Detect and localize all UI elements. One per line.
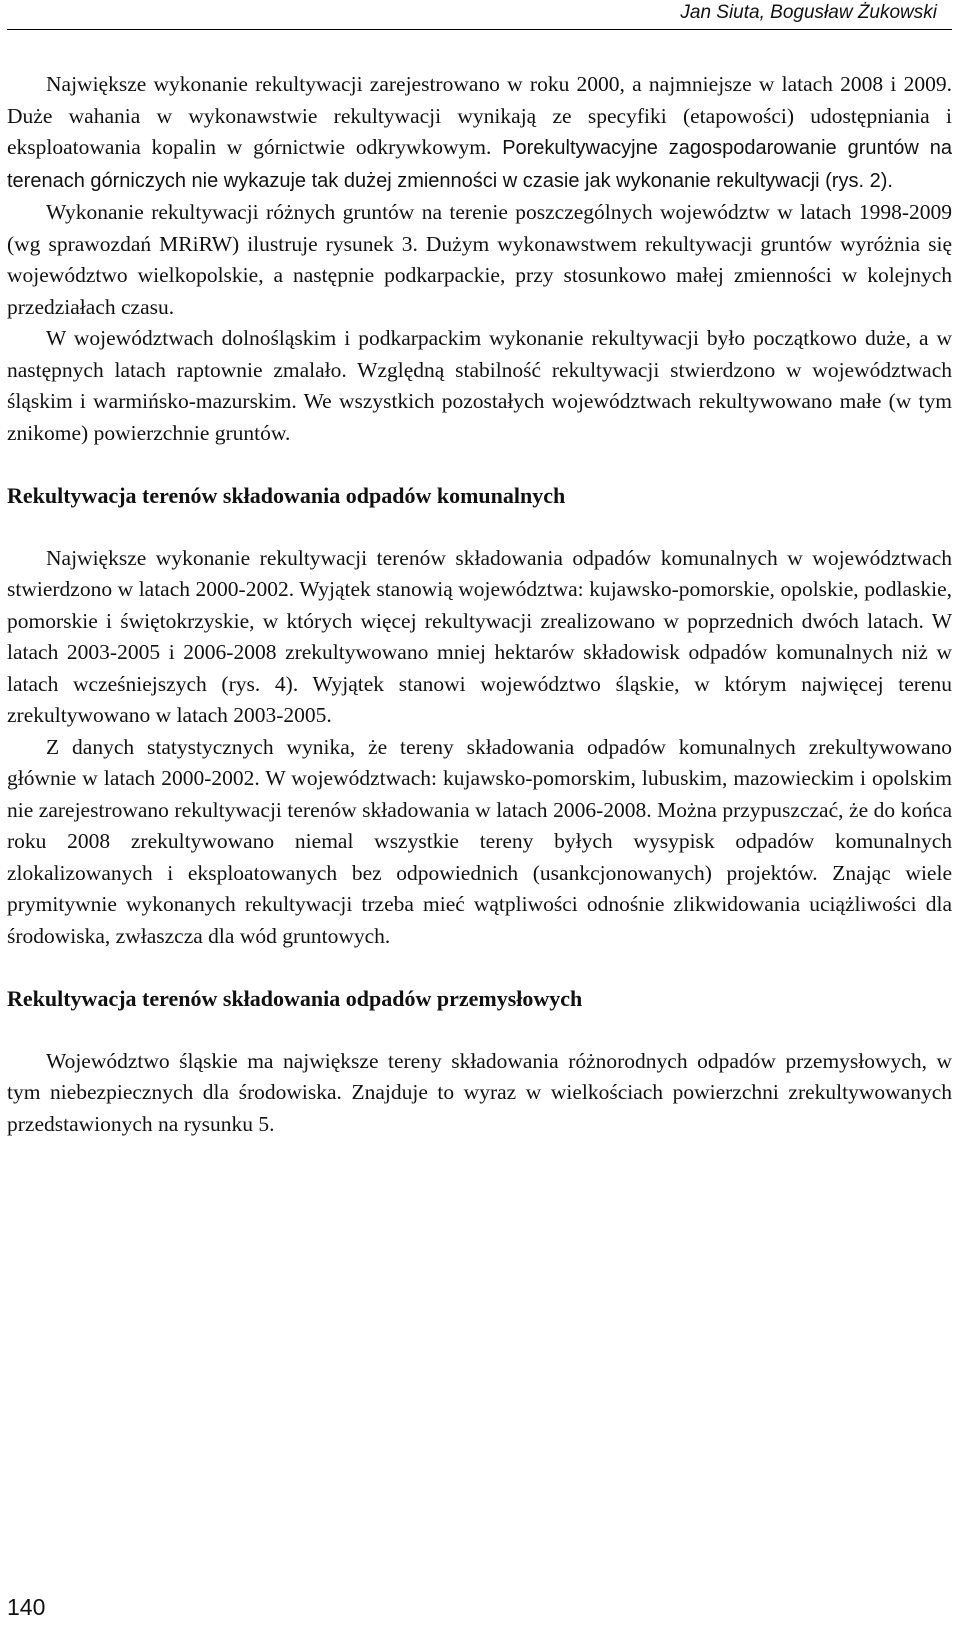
paragraph-intro-sans: Porekultywacyjne zagospodarowanie gruntów na terenach górniczych nie wykazuje tak dużej zmienności w czasie jak wykonanie rekultywacji (rys. 2). [7, 137, 953, 192]
page-number: 140 [7, 1594, 46, 1620]
spacer [7, 952, 952, 983]
running-header [0, 0, 960, 40]
heading-municipal-waste: Rekultywacja terenów składowania odpadów komunalnych [7, 483, 566, 508]
spacer [7, 1015, 952, 1046]
paragraph-stability: W województwach dolnośląskim i podkarpackim wykonanie rekultywacji było początkowo duże, a w następnych latach raptownie zmalało. Względną stabilność rekultywacji stwierdzono w województwach śląskim i warmińsko-mazurskim. We wszystkich pozostałych województwach rekultywowano małe (w tym znikome) powierzchnie gruntów. [7, 326, 952, 445]
spacer [7, 512, 952, 543]
spacer [7, 449, 952, 480]
paragraph-intro-serif: Największe wykonanie rekultywacji zarejestrowano w roku 2000, a najmniejsze w latach 2008 i 2009. Duże wahania w wykonawstwie rekultywacji wynikają ze specyfiki (etapowości) udostępniania i eksploatowania kopalin w górnictwie odkrywkowym. [7, 72, 952, 159]
paragraph-intro [7, 69, 952, 197]
header-rule [7, 29, 952, 30]
body-text [7, 69, 952, 1140]
heading-industrial-waste: Rekultywacja terenów składowania odpadów przemysłowych [7, 986, 583, 1011]
paragraph-voivodeships: Wykonanie rekultywacji różnych gruntów na terenie poszczególnych województw w latach 1998-2009 (wg sprawozdań MRiRW) ilustruje rysunek 3. Dużym wykonawstwem rekultywacji gruntów wyróżnia się województwo wielkopolskie, a następnie podkarpackie, przy stosunkowo małej zmienności w kolejnych przedziałach czasu. [7, 200, 952, 319]
paragraph-municipal-2: Z danych statystycznych wynika, że tereny składowania odpadów komunalnych zrekultywowano głównie w latach 2000-2002. W województwach: kujawsko-pomorskim, lubuskim, mazowieckim i opolskim nie zarejestrowano rekultywacji terenów składowania w latach 2006-2008. Można przypuszczać, że do końca roku 2008 zrekultywowano niemal wszystkie tereny byłych wysypisk odpadów komunalnych zlokalizowanych i eksploatowanych bez odpowiednich (usankcjonowanych) projektów. Znając wiele prymitywnie wykonanych rekultywacji trzeba mieć wątpliwości odnośnie zlikwidowania uciążliwości dla środowiska, zwłaszcza dla wód gruntowych. [7, 734, 952, 948]
header-authors: Jan Siuta, Bogusław Żukowski [680, 2, 937, 23]
paragraph-municipal-1: Największe wykonanie rekultywacji terenów składowania odpadów komunalnych w województwach stwierdzono w latach 2000-2002. Wyjątek stanowią województwa: kujawsko-pomorskie, opolskie, podlaskie, pomorskie i świętokrzyskie, w których więcej rekultywacji zrealizowano w poprzednich dwóch latach. W latach 2003-2005 i 2006-2008 zrekultywowano mniej hektarów składowisk odpadów komunalnych niż w latach wcześniejszych (rys. 4). Wyjątek stanowi województwo śląskie, w którym najwięcej terenu zrekultywowano w latach 2003-2005. [7, 545, 952, 727]
paragraph-industrial-1: Województwo śląskie ma największe tereny składowania różnorodnych odpadów przemysłowych, w tym niebezpiecznych dla środowiska. Znajduje to wyraz w wielkościach powierzchni zrekultywowanych przedstawionych na rysunku 5. [7, 1048, 952, 1136]
